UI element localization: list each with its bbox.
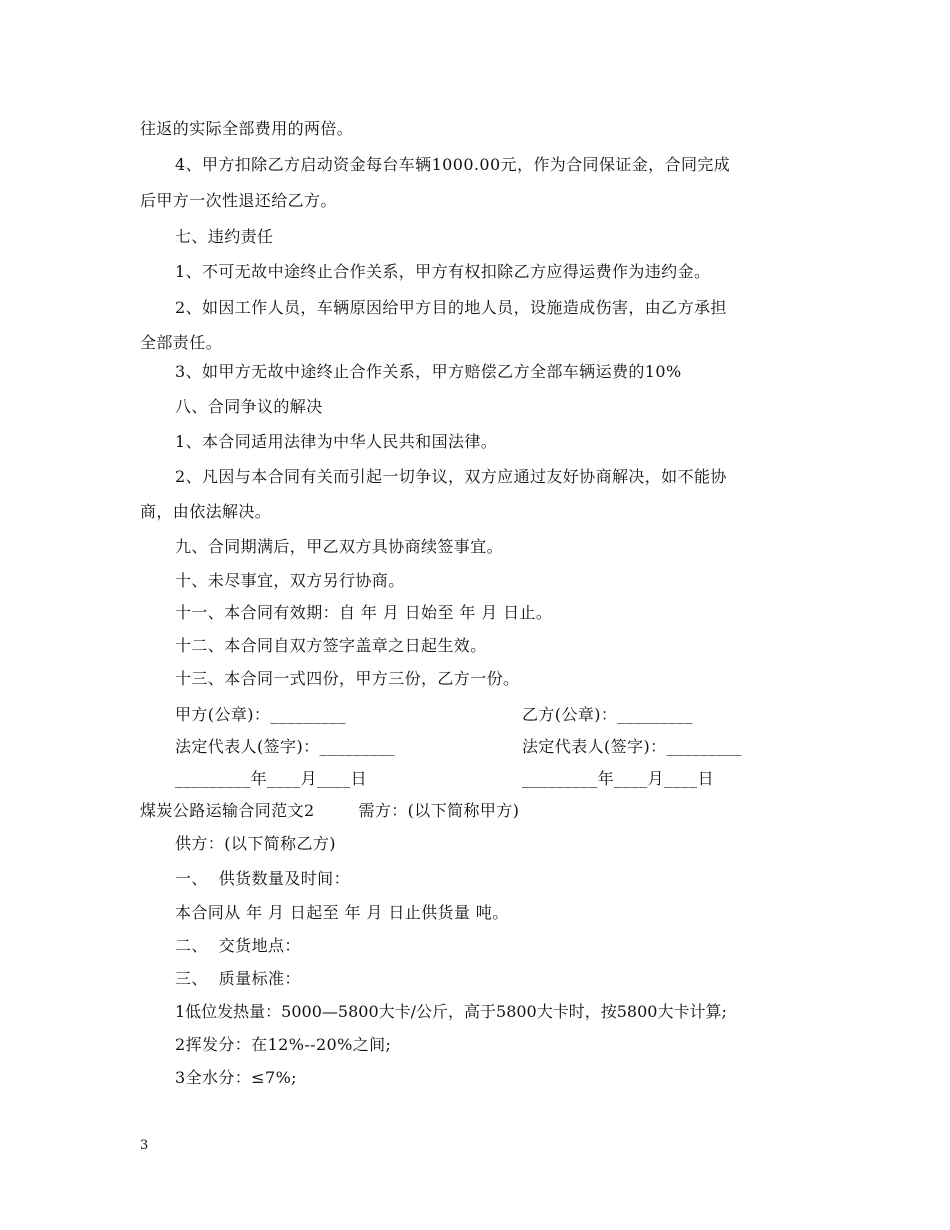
paragraph-line: 十、未尽事宜，双方另行协商。 [175,571,405,590]
paragraph-line: 十一、本合同有效期：自 年 月 日始至 年 月 日止。 [175,603,553,622]
party-a-date-field: _________年____月____日 [175,769,367,788]
paragraph-line: 商，由依法解决。 [140,502,272,521]
paragraph-line: 1、不可无故中途终止合作关系，甲方有权扣除乙方应得运费作为违约金。 [175,262,711,281]
paragraph-line: 九、合同期满后，甲乙双方具协商续签事宜。 [175,537,504,556]
section-heading: 八、合同争议的解决 [175,397,323,416]
paragraph-line: 3全水分：≤7%; [175,1068,297,1087]
section-heading: 三、 质量标准： [175,969,301,988]
paragraph-line: 2挥发分：在12%--20%之间; [175,1035,392,1054]
party-b-seal-field: 乙方(公章)：_________ [522,705,693,724]
section-heading: 一、 供货数量及时间： [175,869,350,888]
paragraph-line: 2、凡因与本合同有关而引起一切争议，双方应通过友好协商解决，如不能协 [175,467,727,486]
second-contract-heading: 煤炭公路运输合同范文2 需方：(以下简称甲方) [140,801,520,820]
paragraph-line: 4、甲方扣除乙方启动资金每台车辆1000.00元，作为合同保证金，合同完成 [175,155,731,174]
section-heading: 七、违约责任 [175,227,274,246]
page-number: 3 [140,1138,149,1153]
paragraph-line: 十二、本合同自双方签字盖章之日起生效。 [175,636,487,655]
paragraph-line: 本合同从 年 月 日起至 年 月 日止供货量 吨。 [175,903,509,922]
paragraph-line: 1低位发热量：5000—5800大卡/公斤，高于5800大卡时，按5800大卡计算; [175,1002,727,1021]
paragraph-line: 十三、本合同一式四份，甲方三份，乙方一份。 [175,669,520,688]
party-b-rep-field: 法定代表人(签字)：_________ [522,737,743,756]
paragraph-line: 3、如甲方无故中途终止合作关系，甲方赔偿乙方全部车辆运费的10% [175,362,682,381]
paragraph-line: 往返的实际全部费用的两倍。 [140,119,354,138]
paragraph-line: 供方：(以下简称乙方) [175,834,336,853]
party-a-seal-field: 甲方(公章)：_________ [175,705,346,724]
party-a-rep-field: 法定代表人(签字)：_________ [175,737,396,756]
paragraph-line: 2、如因工作人员，车辆原因给甲方目的地人员，设施造成伤害，由乙方承担 [175,298,727,317]
section-heading: 二、 交货地点： [175,936,301,955]
paragraph-line: 后甲方一次性退还给乙方。 [140,191,337,210]
paragraph-line: 1、本合同适用法律为中华人民共和国法律。 [175,432,498,451]
paragraph-line: 全部责任。 [140,333,223,352]
party-b-date-field: _________年____月____日 [522,769,714,788]
